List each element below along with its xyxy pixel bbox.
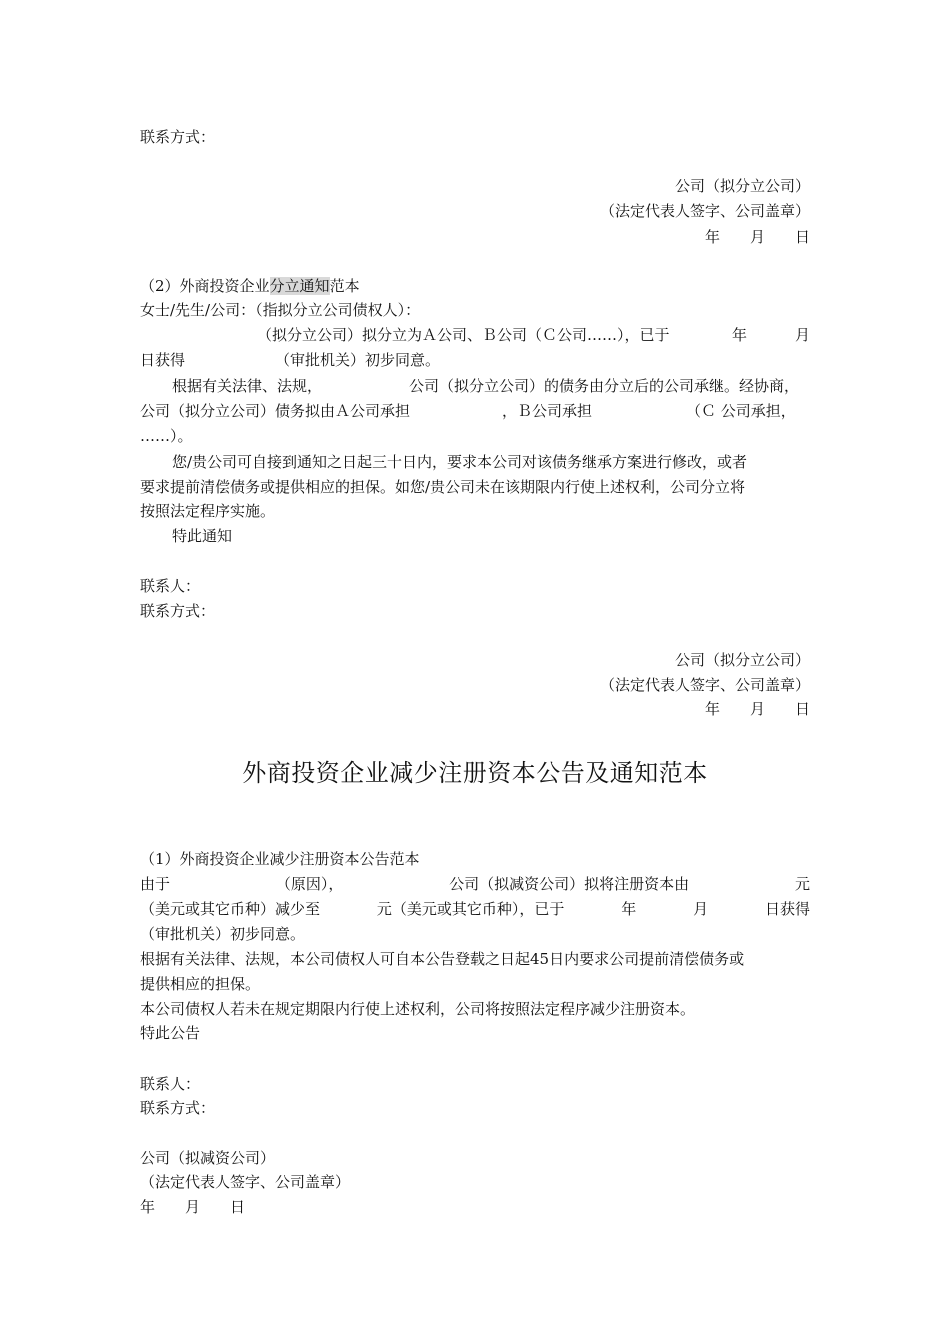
company-signature-line: 公司（拟分立公司） (674, 177, 810, 195)
section-heading (140, 275, 360, 297)
paragraph-line (140, 349, 440, 371)
contact-method-label: 联系方式： (140, 602, 216, 620)
text-segment: （审批机关）初步同意。 (275, 351, 441, 369)
contact-person-label: 联系人： (140, 577, 201, 595)
paragraph-line: 按照法定程序实施。 (140, 502, 276, 520)
text-segment: 由于 (140, 875, 171, 893)
contact-person-label: 联系人： (140, 1075, 201, 1093)
legal-rep-signature-line: （法定代表人签字、公司盖章） (599, 676, 810, 694)
date-line: 年 月 日 (704, 700, 810, 718)
paragraph-line (140, 873, 810, 895)
text-segment: 根据有关法律、法规， (172, 377, 323, 395)
text-segment: 元（美元或其它币种），已于 (376, 900, 565, 918)
paragraph-line: （审批机关）初步同意。 (140, 925, 306, 943)
highlighted-text: 分立通知 (269, 277, 330, 295)
contact-method-label: 联系方式： (140, 1099, 216, 1117)
text-segment: （美元或其它币种）减少至 (140, 900, 321, 918)
paragraph-line (140, 400, 810, 422)
date-line: 年 月 日 (704, 228, 810, 246)
closing-text: 特此通知 (172, 527, 233, 545)
text-segment: （拟分立公司）拟分立为Ａ公司、Ｂ公司（Ｃ公司……），已于 (257, 326, 670, 344)
paragraph-line (257, 324, 810, 346)
closing-text: 特此公告 (140, 1024, 201, 1042)
month-placeholder: 月 (693, 900, 709, 918)
date-line: 年 月 日 (140, 1198, 246, 1216)
legal-rep-signature-line: （法定代表人签字、公司盖章） (140, 1173, 351, 1191)
text-segment: 元 (794, 875, 810, 893)
month-placeholder: 月 (794, 326, 810, 344)
paragraph-line: 您/贵公司可自接到通知之日起三十日内，要求本公司对该债务继承方案进行修改，或者 (172, 453, 748, 471)
text-segment: ，Ｂ公司承担 (502, 402, 593, 420)
legal-rep-signature-line: （法定代表人签字、公司盖章） (599, 202, 810, 220)
text-segment: 日获得 (764, 900, 810, 918)
text-segment: 日获得 (140, 351, 186, 369)
paragraph-line (172, 375, 799, 397)
paragraph-line: 根据有关法律、法规，本公司债权人可自本公告登载之日起45日内要求公司提前清偿债务或 (140, 950, 745, 968)
year-placeholder: 年 (621, 900, 637, 918)
heading-prefix: （2）外商投资企业 (140, 277, 270, 295)
paragraph-line: 提供相应的担保。 (140, 975, 261, 993)
paragraph-line (140, 898, 810, 920)
year-placeholder: 年 (731, 326, 747, 344)
text-segment: （Ｃ 公司承担， (686, 402, 796, 420)
paragraph-line: ……）。 (140, 427, 193, 445)
salutation: 女士/先生/公司：（指拟分立公司债权人）： (140, 301, 421, 319)
document-title: 外商投资企业减少注册资本公告及通知范本 (242, 759, 708, 787)
text-segment: 公司（拟分立公司）的债务由分立后的公司承继。经协商， (409, 377, 800, 395)
paragraph-line: 本公司债权人若未在规定期限内行使上述权利，公司将按照法定程序减少注册资本。 (140, 1000, 696, 1018)
contact-method-label: 联系方式： (140, 128, 216, 146)
heading-suffix: 范本 (329, 277, 360, 295)
text-segment: 公司（拟减资公司）拟将注册资本由 (449, 875, 690, 893)
section-heading: （1）外商投资企业减少注册资本公告范本 (140, 850, 420, 868)
text-segment: 公司（拟分立公司）债务拟由Ａ公司承担 (140, 402, 411, 420)
text-segment: （原因）， (275, 875, 344, 893)
company-signature-line: 公司（拟减资公司） (140, 1149, 276, 1167)
paragraph-line: 要求提前清偿债务或提供相应的担保。如您/贵公司未在该期限内行使上述权利，公司分立将 (140, 478, 746, 496)
company-signature-line: 公司（拟分立公司） (674, 651, 810, 669)
